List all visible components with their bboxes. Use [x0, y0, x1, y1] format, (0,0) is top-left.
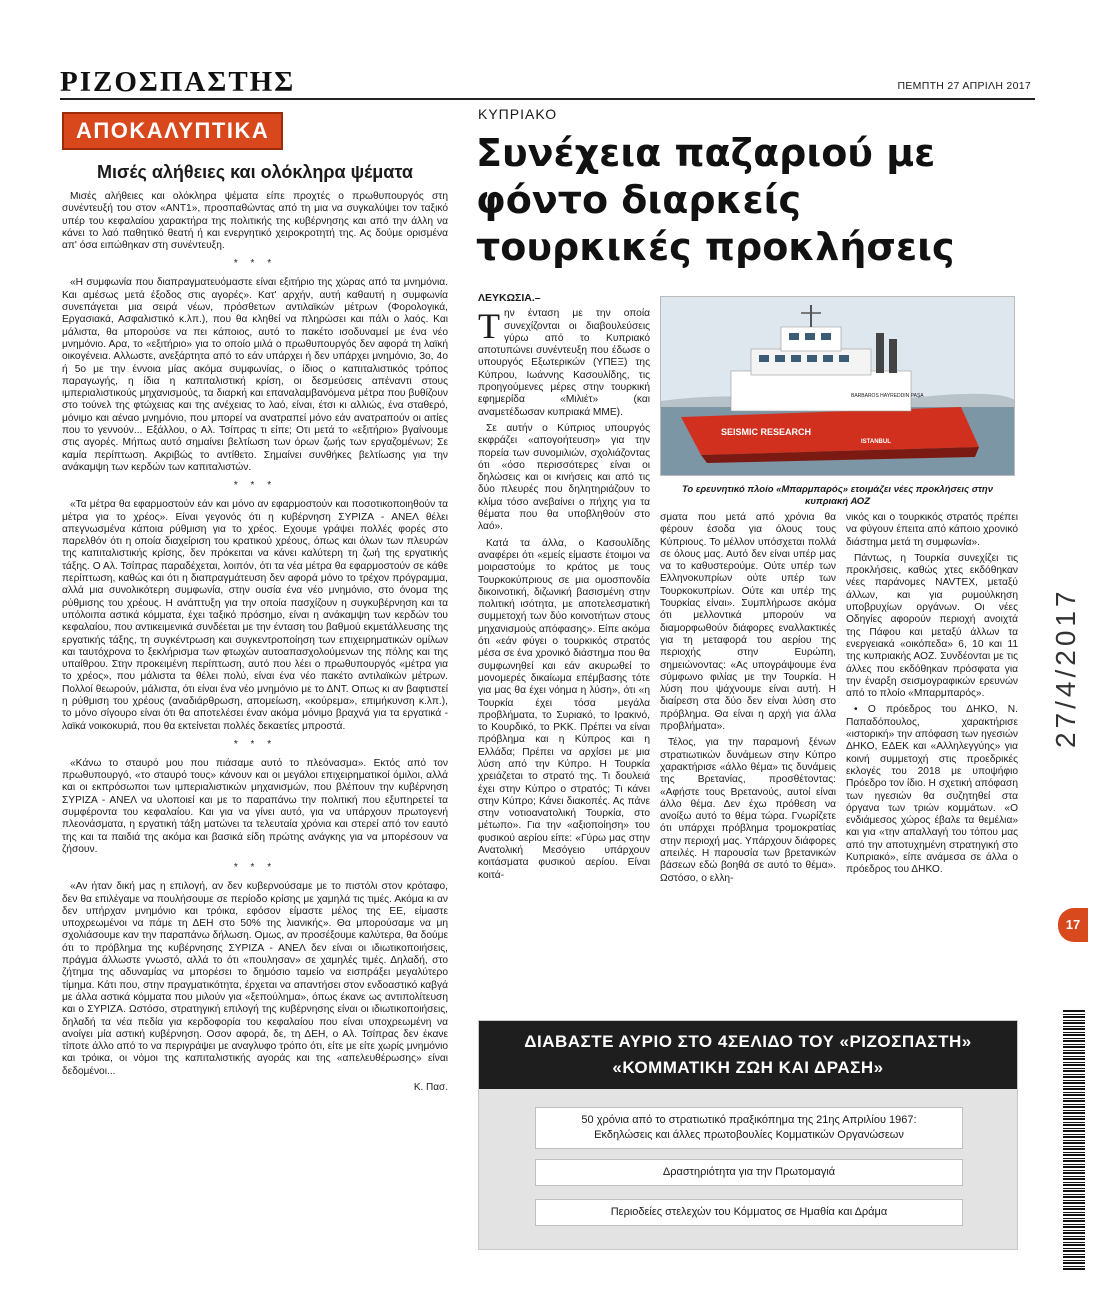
left-paragraph: «Αν ήταν δική μας η επιλογή, αν δεν κυβερνούσαμε με το πιστόλι στον κρόταφο, δεν θα επιλέγαμε να πουλήσουμε σε περίοδο κρίσης με χαμηλά τις τιμές. Ακόμα κι αν δεν υπήρχαν μνημόνιο και τρόικα, εφόσον είμαστε μέλος της ΕΕ, είμαστε υποχρεωμένοι να πάμε τη ΔΕΗ στο 50% της λιανικής». Θα μπορούσαμε να μη σχολιάσουμε καν την παραπάνω δήλωση. Ομως, αν προσέξουμε καλύτερα, θα δούμε ότι το πρόβλημα της κυβέρνησης ΣΥΡΙΖΑ - ΑΝΕΛ δεν είναι οι ιδιωτικοποιήσεις, πράγμα άλλωστε γνωστό, αλλά το ότι «πουλησαν» σε χαμηλές τιμές. Δηλαδή, στο ζήτημα της αδυναμίας να μπορέσει το δημόσιο ταμείο να εισπράξει μεγαλύτερο τίμημα. Κάτι που, στην πραγματικότητα, έρχεται να απαντήσει στον ενδοαστικό καβγά με άλλα αστικά κόμματα που μιλούν για «ξεπούλημα», όπως έκανε ως αντιπολίτευση και ο ΣΥΡΙΖΑ. Ωστόσο, στρατηγική επιλογή της κυβέρνησης είναι οι ιδιωτικοποιήσεις, δηλαδή τα νέα πεδία για κερδοφορία του κεφαλαίου που είναι υποχρεωμένη να ανοίγει μία αστική κυβέρνηση. Οσον αφορά, δε, τη ΔΕΗ, ο Αλ. Τσίπρας δεν έκανε τίποτε άλλο από το να περιγράψει με αναγλυφο τρόπο ότι, είτε με είτε χωρίς μνημόνιο και τρόικα, οι νόμοι της καπιταλιστικής αγοράς και της «απελευθέρωσης» είναι δεδομένοι...	[62, 881, 448, 1077]
promo-item-text: 50 χρόνια από το στρατιωτικό πραξικόπημα της 21ης Απριλίου 1967:	[581, 1114, 917, 1126]
separator-stars: * * *	[233, 738, 277, 750]
promo-item-mayday: Δραστηριότητα για την Πρωτομαγιά	[535, 1159, 963, 1186]
article-paragraph: νικός και ο τουρκικός στρατός πρέπει να φύγουν έπειτα από κάποιο χρονικό διάστημα μετά τη συμφωνία».	[846, 512, 1018, 548]
article-column-3	[846, 512, 1018, 881]
ship-hull-label: SEISMIC RESEARCH	[721, 427, 812, 437]
article-headline: Συνέχεια παζαριού με φόντο διαρκείς τουρκικές προκλήσεις	[476, 131, 955, 269]
article-column-1	[478, 292, 650, 886]
ship-illustration	[661, 297, 1015, 476]
ship-name-label: BARBAROS HAYREDDIN PAŞA	[851, 393, 924, 399]
left-paragraph: «Η συμφωνία που διαπραγματευόμαστε είναι εξιτήριο της χώρας από τα μνημόνια. Και αμέσως μετά έξοδος στις αγορές». Κατ' αρχήν, αυτή καθαυτή η συμφωνία συνεπάγεται μια σειρά νέων, πρόσθετων αντιλαϊκών μέτρων (Φορολογικά, Εργασιακά, Ασφαλιστικό κ.λπ.), που θα κληθεί να πληρώσει και πάλι ο λαός. Και μάλιστα, θα μπορούσε να πει κάποιος, αυτό το πακέτο ισοδυναμεί με ένα νέο μνημόνιο. Αρα, το «εξιτήριο» για το οποίο μιλά ο πρωθυπουργός δεν αφορά τη λαϊκή οικογένεια. Αλλωστε, ανεξάρτητα από το εάν υπάρχει ή δεν υπάρχει μνημόνιο, 3ο, 4ο ή 5ο με την έννοια μίας ακόμα συμφωνίας, ο ίδιος ο καπιταλιστικός τρόπος παραγωγής, η ίδια η καπιταλιστική κρίση, οι δεσμεύσεις απέναντι στους ιμπεριαλιστικούς μηχανισμούς, τα διαρκή και επαναλαμβανόμενα μέτρα που βυθίζουν στο τούνελ της φτώχειας και της ανέχειας το λαό, είναι, έτσι κι αλλιώς, ένα σταθερό, μόνιμο και αέναο μνημόνιο, που μπορεί να ανατραπεί μόνο εάν ανατραπούν οι αιτίες που το γεννούν... Εξάλλου, ο Αλ. Τσίπρας τι είπε; Οτι μετά το «εξιτήριο» βγαίνουμε στις αγορές. Μήπως αυτό σημαίνει βελτίωση των όρων ζωής των εργαζομένων; Σε καμία περίπτωση. Ακριβώς το αντίθετο. Σημαίνει συνθήκες βελτίωσης για την ανάκαμψη των κερδών των καπιταλιστών.	[62, 277, 448, 473]
promo-item-text: Εκδηλώσεις και άλλες πρωτοβουλίες Κομματικών Οργανώσεων	[594, 1129, 904, 1141]
masthead	[60, 66, 1035, 100]
ship-port-label: ISTANBUL	[861, 439, 891, 445]
left-paragraph: «Τα μέτρα θα εφαρμοστούν εάν και μόνο αν εφαρμοστούν και ποσοτικοποιηθούν τα μέτρα για το χρέος». Είναι γεγονός ότι η κυβέρνηση ΣΥΡΙΖΑ - ΑΝΕΛ θέλει απεγνωσμένα κάποια ρύθμιση για το χρέος. Εχουμε γράψει πολλές φορές στο παρελθόν ότι η οποία διαχείριση του κρατικού χρέους, όπως και όλων των πλευρών της καπιταλιστικής κρίσης, δεν πρόκειται να κάνει καλύτερη τη ζωή της εργατικής τάξης. Ο Αλ. Τσίπρας παραδέχεται, λοιπόν, ότι τα νέα μέτρα θα εφαρμοστούν σε κάθε περίπτωση, καθώς και ότι η διαπραγμάτευση δεν αφορά μόνο το τρέχον πρόγραμμα, αλλά μια συνολικότερη συμφωνία, στην ουσία ένα νέο μνημόνιο, στο όνομα της ρύθμισης του χρέους. Η ανάπτυξη για την οποία πασχίζουν η συγκυβέρνηση και τα υπόλοιπα αστικά κόμματα, έχει ταξικό πρόσημο, είναι η ανάκαμψη των κερδών του κεφαλαίου, που αντικειμενικά συνδέεται με την ένταση του βαθμού εκμετάλλευσης της εργατικής τάξης, τη συγκέντρωση και συγκεντροποίηση των επιχειρηματικών ομίλων και ταυτόχρονα το ξεκλήρισμα των φτωχών αυτοαπασχολούμενων της πόλης και της υπαίθρου. Στην προκειμένη περίπτωση, αυτό που λέει ο πρωθυπουργός «μέτρα για το χρέος», που μάλιστα τα θέλει πολύ, είναι ένα νέο πακέτο αντιλαϊκών μέτρων. Πολλοί θεωρούν, μάλιστα, ότι είναι ένα νέο μνημόνιο με το ΔΝΤ. Οπως κι αν βαφτιστεί η ρύθμιση του χρέους (αναδιάρθρωση, απομείωση, «κούρεμα», επιμήκυνση κ.λπ.), το μόνο σίγουρο είναι ότι θα αποτελέσει έναν ακόμα μόνιμο βραχνά για τα εργατικά - λαϊκά νοικοκυριά, που θα εκτείνεται πολλές δεκαετίες μπροστά.	[62, 499, 448, 732]
left-title: Μισές αλήθειες και ολόκληρα ψέματα	[97, 162, 413, 182]
separator-stars: * * *	[233, 862, 277, 874]
dateline: ΛΕΥΚΩΣΙΑ.–	[478, 292, 541, 304]
left-paragraph: «Κάνω το σταυρό μου που πιάσαμε αυτό το πλεόνασμα». Εκτός από τον πρωθυπουργό, «το σταυρό τους» κάνουν και οι μεγάλοι επιχειρηματικοί όμιλοι, αλλά και οι εκπρόσωποι των ιμπεριαλιστικών μηχανισμών, που βλέπουν την κυβέρνηση ΣΥΡΙΖΑ - ΑΝΕΛ να υλοποιεί και με το παραπάνω την πολιτική που εξυπηρετεί τα συμφέροντα του κεφαλαίου. Και για να γίνει αυτό, για να υπάρχουν πρωτογενή πλεονάσματα, η εργατική τάξη ματώνει τα τελευταία χρόνια και στερεί από τον εαυτό της και τα παιδιά της ακόμα και βασικά είδη πρώτης ανάγκης για να μπορέσουν να ζήσουν.	[62, 757, 448, 855]
article-paragraph: Πάντως, η Τουρκία συνεχίζει τις προκλήσεις, καθώς χτες εκδόθηκαν νέες παράνομες NAVTEX, μεταξύ άλλων, και για ρυμούλκηση υποβρυχίων οργάνων. Οι νέες Οδηγίες αφορούν περιοχή ανοιχτά της Πάφου και μεταξύ άλλων τα ενεργειακά «οικόπεδα» 6, 10 και 11 της κυπριακής ΑΟΖ. Συνδέονται με τις άλλες που εκδόθηκαν πρόσφατα για την έναρξη σεισμογραφικών ερευνών από το πλοίο «Μπαρμπαρός».	[846, 552, 1018, 700]
drop-cap: Τ	[478, 306, 500, 347]
page-number-tab: 17	[1058, 908, 1088, 942]
rubric-label: ΑΠΟΚΑΛΥΠΤΙΚΑ	[62, 112, 283, 150]
promo-box	[478, 1020, 1018, 1250]
separator-stars: * * *	[233, 480, 277, 492]
newspaper-logo: ΡΙΖΟΣΠΑΣΤΗΣ	[60, 66, 296, 98]
promo-item-anniversary	[535, 1107, 963, 1149]
archive-date-stamp: 27/4/2017	[1050, 587, 1081, 748]
article-paragraph: σματα που μετά από χρόνια θα φέρουν έσοδα για όλους τους Κύπριους. Το μέλλον υπόσχεται πολλά σε όλους μας. Αυτό δεν είναι υπέρ μας να το καθυστερούμε. Ούτε υπέρ των Ελληνοκυπρίων ούτε υπέρ των Τουρκοκυπρίων. Ούτε και υπέρ της Τουρκίας είναι». Συμπλήρωσε ακόμα ότι μελλοντικά μπορούν να διαμορφωθούν διάφορες εναλλακτικές για τη μεταφορά του αερίου της περιοχής στην Ευρώπη, σημειώνοντας: «Ας υπογράψουμε ένα σύμφωνο φιλίας με την Τουρκία. Η λύση που ψάχνουμε είναι αυτή. Η διαίρεση στα δύο δεν είναι λύση στο πρόβλημα. Θα είναι η αρχή για άλλα προβλήματα».	[660, 512, 836, 733]
promo-line-2: «ΚΟΜΜΑΤΙΚΗ ΖΩΗ ΚΑΙ ΔΡΑΣΗ»	[612, 1058, 884, 1077]
article-paragraph: Σε αυτήν ο Κύπριος υπουργός εκφράζει «απογοήτευση» για την πορεία των συνομιλιών, σχολιάζοντας ότι «όσο περισσότερες είναι οι δηλώσεις και οι κινήσεις και από τις δύο πλευρές που δηλητηριάζουν το κλίμα τόσο ανεβαίνει ο πήχης για τα θέματα που θα υποβληθούν στο λαό».	[478, 422, 650, 533]
article-paragraph: Κατά τα άλλα, ο Κασουλίδης αναφέρει ότι «εμείς είμαστε έτοιμοι να μοιραστούμε το κράτος με τους Τουρκοκύπριους σε μια ομοσπονδία δικοινοτική, διζωνική βασισμένη στην πολιτική ισότητα, με αποτελεσματική συμμετοχή των δύο κοινοτήτων στους μηχανισμούς απόφασης». Είπε ακόμα ότι «εάν φύγει ο τουρκικός στρατός μέσα σε ένα χρονικό διάστημα που θα συμφωνηθεί και εάν ακυρωθεί το μονομερές δικαίωμα επέμβασης τότε για μας θα έχει νόημα η λύση», ότι «η Τουρκία έχει τόσα μεγάλα προβλήματα, το Συριακό, το Ιρακινό, το Κουρδικό, το ΡΚΚ. Πρέπει να είναι πρόβλημα και η Κύπρος και η Ελλάδα; Πρέπει να αρχίσει με μια λύση από την Κύπρο. Η Τουρκία χρειάζεται το στρατό της. Τι δουλειά έχει στην Κύπρο ο στρατός; Τι κάνει στην Κύπρο; Κάνει διακοπές. Ας πάνε στην νοτιοανατολική Τουρκία, στο μέτωπο». Για την «αξιοποίηση» του φυσικού αερίου είπε: «Γύρω μας στην Ανατολική Μεσόγειο υπάρχουν κοιτάσματα φυσικού αερίου. Είναι κοιτά-	[478, 537, 651, 881]
photo-caption: Το ερευνητικό πλοίο «Μπαρμπαρός» ετοιμάζει νέες προκλήσεις στην κυπριακή ΑΟΖ	[681, 484, 994, 507]
section-label: ΚΥΠΡΙΑΚΟ	[478, 106, 558, 122]
promo-line-1: ΔΙΑΒΑΣΤΕ ΑΥΡΙΟ ΣΤΟ 4ΣΕΛΙΔΟ ΤΟΥ «ΡΙΖΟΣΠΑΣΤΗ»	[524, 1032, 972, 1051]
promo-item-tours: Περιοδείες στελεχών του Κόμματος σε Ημαθία και Δράμα	[535, 1199, 963, 1226]
left-column	[62, 112, 448, 1093]
separator-stars: * * *	[233, 258, 277, 270]
article-column-2	[660, 512, 836, 889]
author-signature: Κ. Πασ.	[413, 1082, 448, 1093]
issue-date: ΠΕΜΠΤΗ 27 ΑΠΡΙΛΗ 2017	[897, 80, 1031, 92]
article-paragraph: • Ο πρόεδρος του ΔΗΚΟ, Ν. Παπαδόπουλος, χαρακτήρισε «ιστορική» την απόφαση των ηγεσιών ΔΗΚΟ, ΕΔΕΚ και «Αλληλεγγύης» για κοινή συμμετοχή στις προεδρικές εκλογές του 2018 με υποψήφιο Πρόεδρο τον ίδιο. Η σχετική απόφαση των ηγεσιών θα συζητηθεί στα όργανα των τριών κομμάτων. «Ο ενδιάμεσος χώρος έβαλε τα θεμέλια» και για «την απαλλαγή του τόπου μας από την αποτυχημένη στρατηγική στο Κυπριακό», είπε ανάμεσα σε άλλα ο πρόεδρος του ΔΗΚΟ.	[846, 704, 1018, 876]
left-paragraph: Μισές αλήθειες και ολόκληρα ψέματα είπε προχτές ο πρωθυπουργός στη συνέντευξή του στον «ΑΝΤ1», προσπαθώντας από τη μια να συγκαλύψει τον ταξικό υπέρ του κεφαλαίου χαρακτήρα της πολιτικής της κυβέρνησης και από την άλλη να κάνει το λαό παθητικό θεατή ή και ενεργητικό χειροκροτητή της. Ας δούμε ορισμένα απ' όσα ειπώθηκαν στη συνέντευξη.	[62, 191, 448, 252]
promo-header	[479, 1021, 1017, 1089]
barcode-strip	[1063, 1010, 1085, 1270]
ship-photo	[660, 296, 1015, 476]
article-paragraph: ην ένταση με την οποία συνεχίζονται οι διαβουλεύσεις γύρω από το Κυπριακό αποτυπώνει συνέντευξη που έδωσε ο υπουργός Εξωτερικών (ΥΠΕΞ) της Κύπρου, Ιωάννης Κασουλίδης, τις προηγούμενες μέρες στην τουρκική εφημερίδα «Μιλιέτ» (και αναμετέδωσαν κυπριακά ΜΜΕ).	[478, 308, 650, 418]
article-paragraph: Τέλος, για την παραμονή ξένων στρατιωτικών δυνάμεων στην Κύπρο χαρακτήρισε «άλλο θέμα» τις δυνάμεις της Βρετανίας, προσθέτοντας: «Αφήστε τους Βρετανούς, αυτοί είναι άλλο θέμα. Δεν έχω πρόθεση να ανοίξω αυτό το θέμα τώρα. Γνωρίζετε ότι υπάρχει πρόβλημα τρομοκρατίας στην περιοχή μας. Υπάρχουν διάφορες απειλές. Η παρουσία των βρετανικών βάσεων εδώ βοηθά σε αυτό το θέμα». Ωστόσο, ο ελλη-	[660, 737, 836, 884]
